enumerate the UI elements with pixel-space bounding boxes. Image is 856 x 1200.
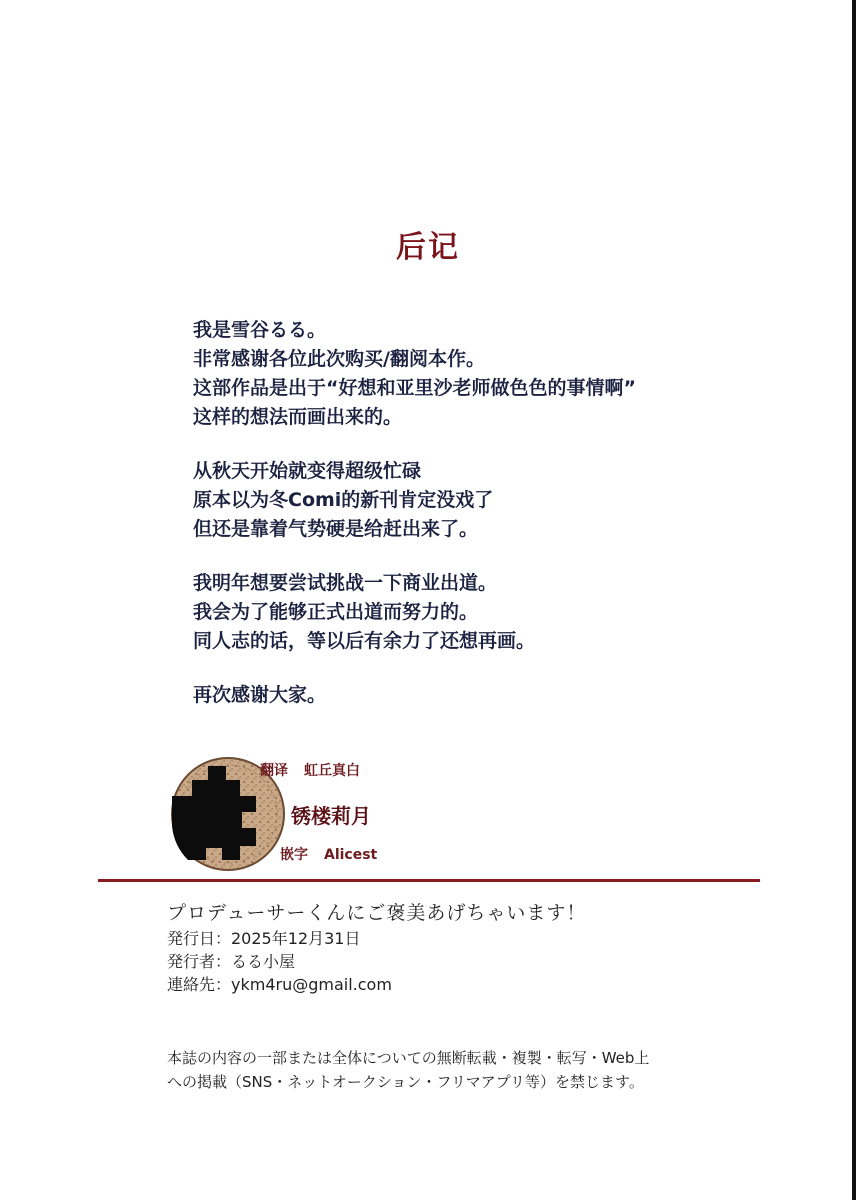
paragraph — [193, 569, 753, 656]
text-line: 再次感谢大家。 — [193, 684, 327, 706]
text-line: 非常感谢各位此次购买/翻阅本作。 — [193, 348, 485, 370]
typeset-name: Alicest — [324, 847, 378, 863]
page-title: 后记 — [396, 230, 460, 265]
paragraph — [193, 457, 753, 544]
text-line: 这部作品是出于“好想和亚里沙老师做色色的事情啊” — [193, 377, 636, 399]
section-divider — [98, 879, 760, 882]
paragraph — [193, 316, 753, 432]
translator-credit — [260, 760, 360, 780]
text-line: 我是雪谷るる。 — [193, 319, 327, 341]
typeset-credit — [280, 844, 377, 864]
notice-line: への掲載（SNS・ネットオークション・フリマアプリ等）を禁じます。 — [167, 1073, 644, 1091]
notice-line: 本誌の内容の一部または全体についての無断転載・複製・転写・Web上 — [167, 1049, 650, 1067]
text-line: 但还是靠着气势硬是给赶出来了。 — [193, 518, 479, 540]
translator-role: 翻译 — [260, 763, 288, 779]
contact-email: 連絡先：ykm4ru@gmail.com — [167, 975, 392, 994]
text-line: 原本以为冬Comi的新刊肯定没戏了 — [193, 489, 494, 511]
translation-credits — [170, 752, 430, 876]
translator-name: 虹丘真白 — [304, 763, 360, 779]
text-line: 这样的想法而画出来的。 — [193, 406, 403, 428]
afterword-body — [193, 316, 753, 735]
group-name: 锈楼莉月 — [291, 804, 371, 828]
paragraph — [193, 681, 753, 710]
text-line: 同人志的话，等以后有余力了还想再画。 — [193, 630, 536, 652]
colophon — [167, 899, 727, 996]
publisher: 発行者：るる小屋 — [167, 952, 296, 971]
publish-date: 発行日：2025年12月31日 — [167, 929, 361, 948]
text-line: 从秋天开始就变得超级忙碌 — [193, 460, 422, 482]
copyright-notice — [167, 1046, 767, 1094]
text-line: 我明年想要尝试挑战一下商业出道。 — [193, 572, 498, 594]
page-edge-border — [852, 0, 856, 1200]
text-line: 我会为了能够正式出道而努力的。 — [193, 601, 479, 623]
book-title: プロデューサーくんにご褒美あげちゃいます！ — [167, 902, 587, 924]
typeset-role: 嵌字 — [280, 847, 308, 863]
